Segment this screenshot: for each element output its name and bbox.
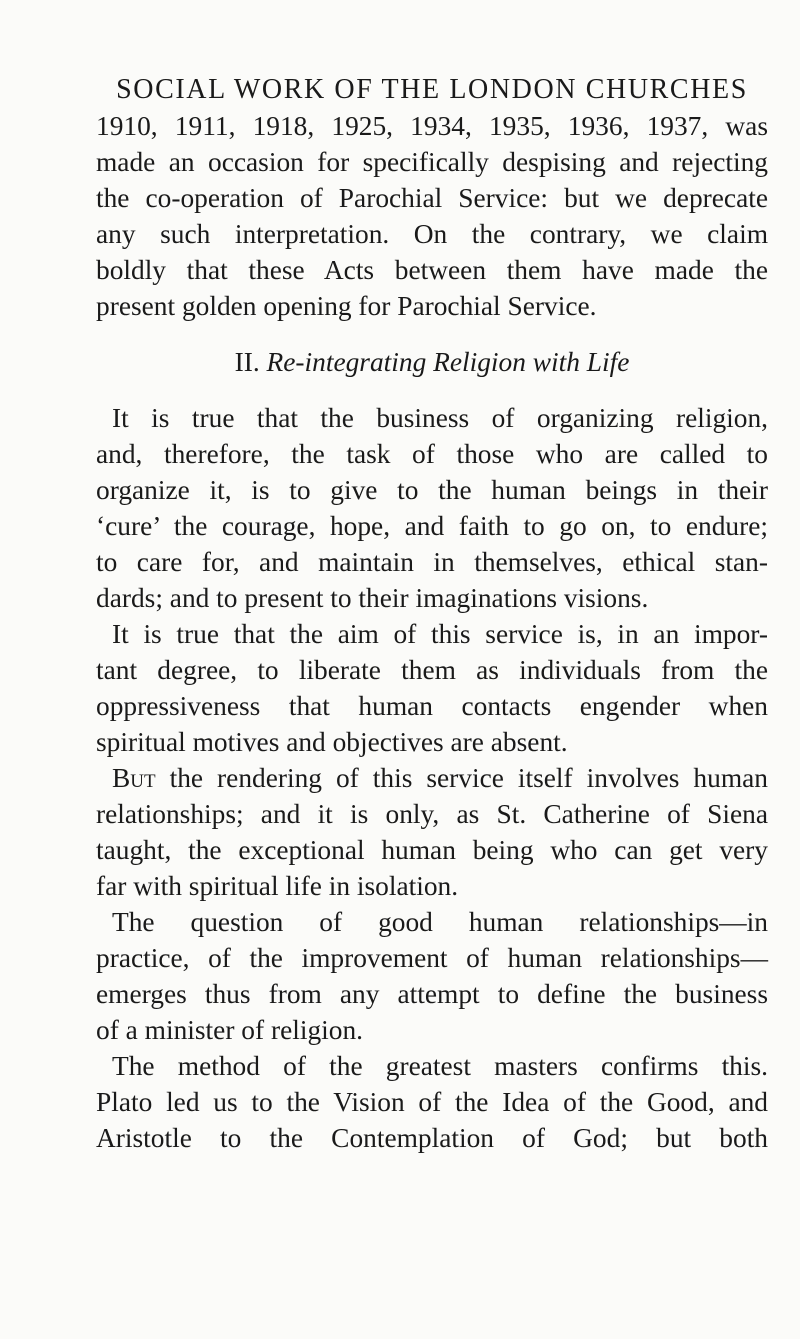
text-line: oppressiveness that human contacts engender when	[96, 691, 768, 721]
text-line: relationships; and it is only, as St. Catherine of Siena	[96, 799, 768, 829]
text-line: tant degree, to liberate them as individuals from the	[96, 655, 768, 685]
text-line: boldly that these Acts between them have made the	[96, 255, 768, 285]
text-span: the rendering of this service itself involves human	[169, 763, 768, 793]
text-line: made an occasion for specifically despising and rejecting	[96, 147, 768, 177]
text-line: present golden opening for Parochial Service.	[96, 291, 597, 321]
text-line: organize it, is to give to the human beings in their	[96, 475, 768, 505]
text-line: emerges thus from any attempt to define the business	[96, 979, 768, 1009]
running-head: SOCIAL WORK OF THE LONDON CHURCHES	[116, 74, 748, 105]
section-heading	[96, 344, 768, 380]
text-line	[96, 760, 768, 796]
small-caps-opening: But	[112, 763, 156, 793]
text-line: Aristotle to the Contemplation of God; but both	[96, 1123, 768, 1153]
text-line: far with spiritual life in isolation.	[96, 871, 459, 901]
text-line: to care for, and maintain in themselves, ethical stan-	[96, 547, 768, 577]
text-line: any such interpretation. On the contrary, we claim	[96, 219, 768, 249]
text-line: Plato led us to the Vision of the Idea of the Good, and	[96, 1087, 768, 1117]
text-line: It is true that the business of organizing religion,	[112, 403, 768, 433]
text-line: 1910, 1911, 1918, 1925, 1934, 1935, 1936, 1937, was	[96, 111, 768, 141]
text-line: the co-operation of Parochial Service: but we deprecate	[96, 183, 768, 213]
text-line: and, therefore, the task of those who are called to	[96, 439, 768, 469]
text-line: taught, the exceptional human being who can get very	[96, 835, 768, 865]
text-line: practice, of the improvement of human relationships—	[96, 943, 768, 973]
text-line: of a minister of religion.	[96, 1015, 363, 1045]
text-line: dards; and to present to their imaginations visions.	[96, 583, 649, 613]
text-line: spiritual motives and objectives are absent.	[96, 727, 568, 757]
section-number: II.	[234, 347, 260, 377]
text-line: The method of the greatest masters confirms this.	[112, 1051, 768, 1081]
text-line: The question of good human relationships—in	[112, 907, 768, 937]
section-title: Re-integrating Religion with Life	[266, 347, 630, 377]
text-line: It is true that the aim of this service is, in an impor-	[112, 619, 768, 649]
text-line: ‘cure’ the courage, hope, and faith to go on, to endure;	[96, 511, 768, 541]
